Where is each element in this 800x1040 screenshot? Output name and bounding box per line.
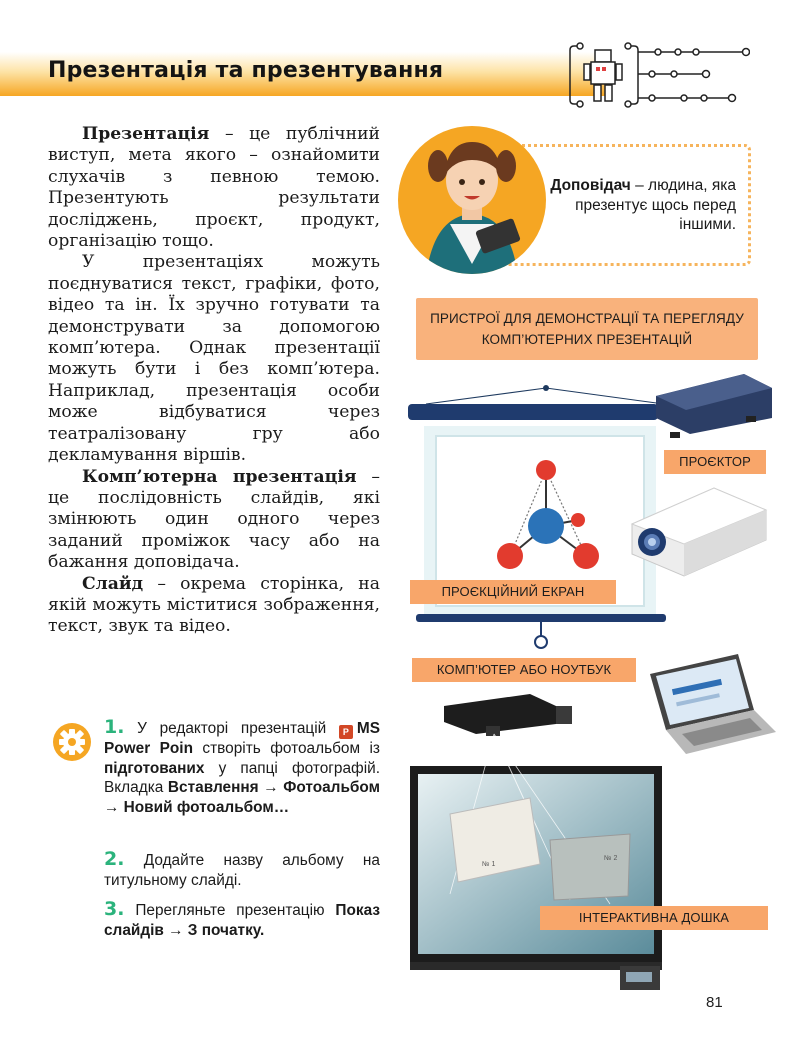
task-3	[104, 900, 380, 940]
task-1-text-b: створіть фотоальбом із	[192, 740, 380, 757]
task-1-text-d: у папці фотографій. Вкладка	[104, 759, 380, 796]
definition-computer-presentation: – це послідовність слайдів, які змінюють один одного через заданий проміжок часу або на бажання доповідача.	[48, 466, 380, 573]
term-computer-presentation: Комп’ютерна презентація	[82, 466, 357, 487]
definition-presentation: – це публічний виступ, мета якого – ознайомити слухачів з певною темою. Презентують результати досліджень, проєкт, продукт, організацію тощо.	[48, 124, 380, 252]
task-1-text-a: У редакторі презентацій	[124, 720, 339, 737]
speaker-girl-illustration	[396, 124, 548, 276]
paragraph-slide	[48, 574, 380, 638]
powerpoint-icon: P	[339, 725, 353, 739]
main-text	[48, 124, 380, 638]
devices-heading-label: ПРИСТРОЇ ДЛЯ ДЕМОНСТРАЦІЇ ТА ПЕРЕГЛЯДУ КОМП’ЮТЕРНИХ ПРЕЗЕНТАЦІЙ	[416, 298, 758, 360]
definition-slide: – окрема сторінка, на якій можуть міститися зображення, текст, звук та відео.	[48, 573, 380, 637]
paragraph-content: У презентаціях можуть поєднуватися текст, графіки, фото, відео та ін. Їх зручно готувати та демонструвати за допомогою комп’ютера. Однак презентації можуть бути і без комп’ютера. Наприклад, презентація особи може відбуватися через театралізовану гру або декламування віршів.	[48, 252, 380, 466]
robot-circuit-icon	[566, 40, 750, 116]
slide2-number: № 2	[604, 855, 618, 862]
projector-label: ПРОЄКТОР	[664, 450, 766, 474]
interactive-board-illustration	[410, 694, 666, 996]
computer-label: КОМП’ЮТЕР АБО НОУТБУК	[412, 658, 636, 682]
task-1-menu-path: Вставлення → Фотоальбом → Новий фотоальбом…	[104, 779, 380, 816]
definition-speaker: – людина, яка презентує щось перед іншими.	[575, 177, 736, 233]
task-1-number: 1.	[104, 716, 125, 738]
gear-icon	[52, 722, 92, 762]
task-3-number: 3.	[104, 898, 125, 920]
term-speaker: Доповідач	[550, 177, 631, 194]
page-number: 81	[706, 994, 723, 1011]
task-1	[104, 718, 380, 817]
task-2-number: 2.	[104, 848, 125, 870]
page-title: Презентація та презентування	[48, 58, 444, 83]
term-presentation: Презентація	[82, 124, 210, 144]
task-3-menu-path: Показ слайдів → З початку.	[104, 902, 380, 939]
slide1-number: № 1	[482, 861, 496, 868]
projection-screen-label: ПРОЄКЦІЙНИЙ ЕКРАН	[410, 580, 616, 604]
task-3-text: Перегляньте презентацію	[124, 902, 336, 919]
task-1-app: MS Power Poin	[104, 720, 380, 757]
paragraph-computer-presentation	[48, 467, 380, 574]
projector-illustration	[626, 484, 772, 580]
paragraph-presentation	[48, 124, 380, 252]
interactive-board-label: ІНТЕРАКТИВНА ДОШКА	[540, 906, 768, 930]
task-1-text-c: підготованих	[104, 759, 205, 777]
speaker-definition	[540, 176, 736, 235]
task-2	[104, 850, 380, 890]
term-slide: Слайд	[82, 573, 144, 594]
task-2-text: Додайте назву альбому на титульному слайді.	[104, 852, 380, 889]
